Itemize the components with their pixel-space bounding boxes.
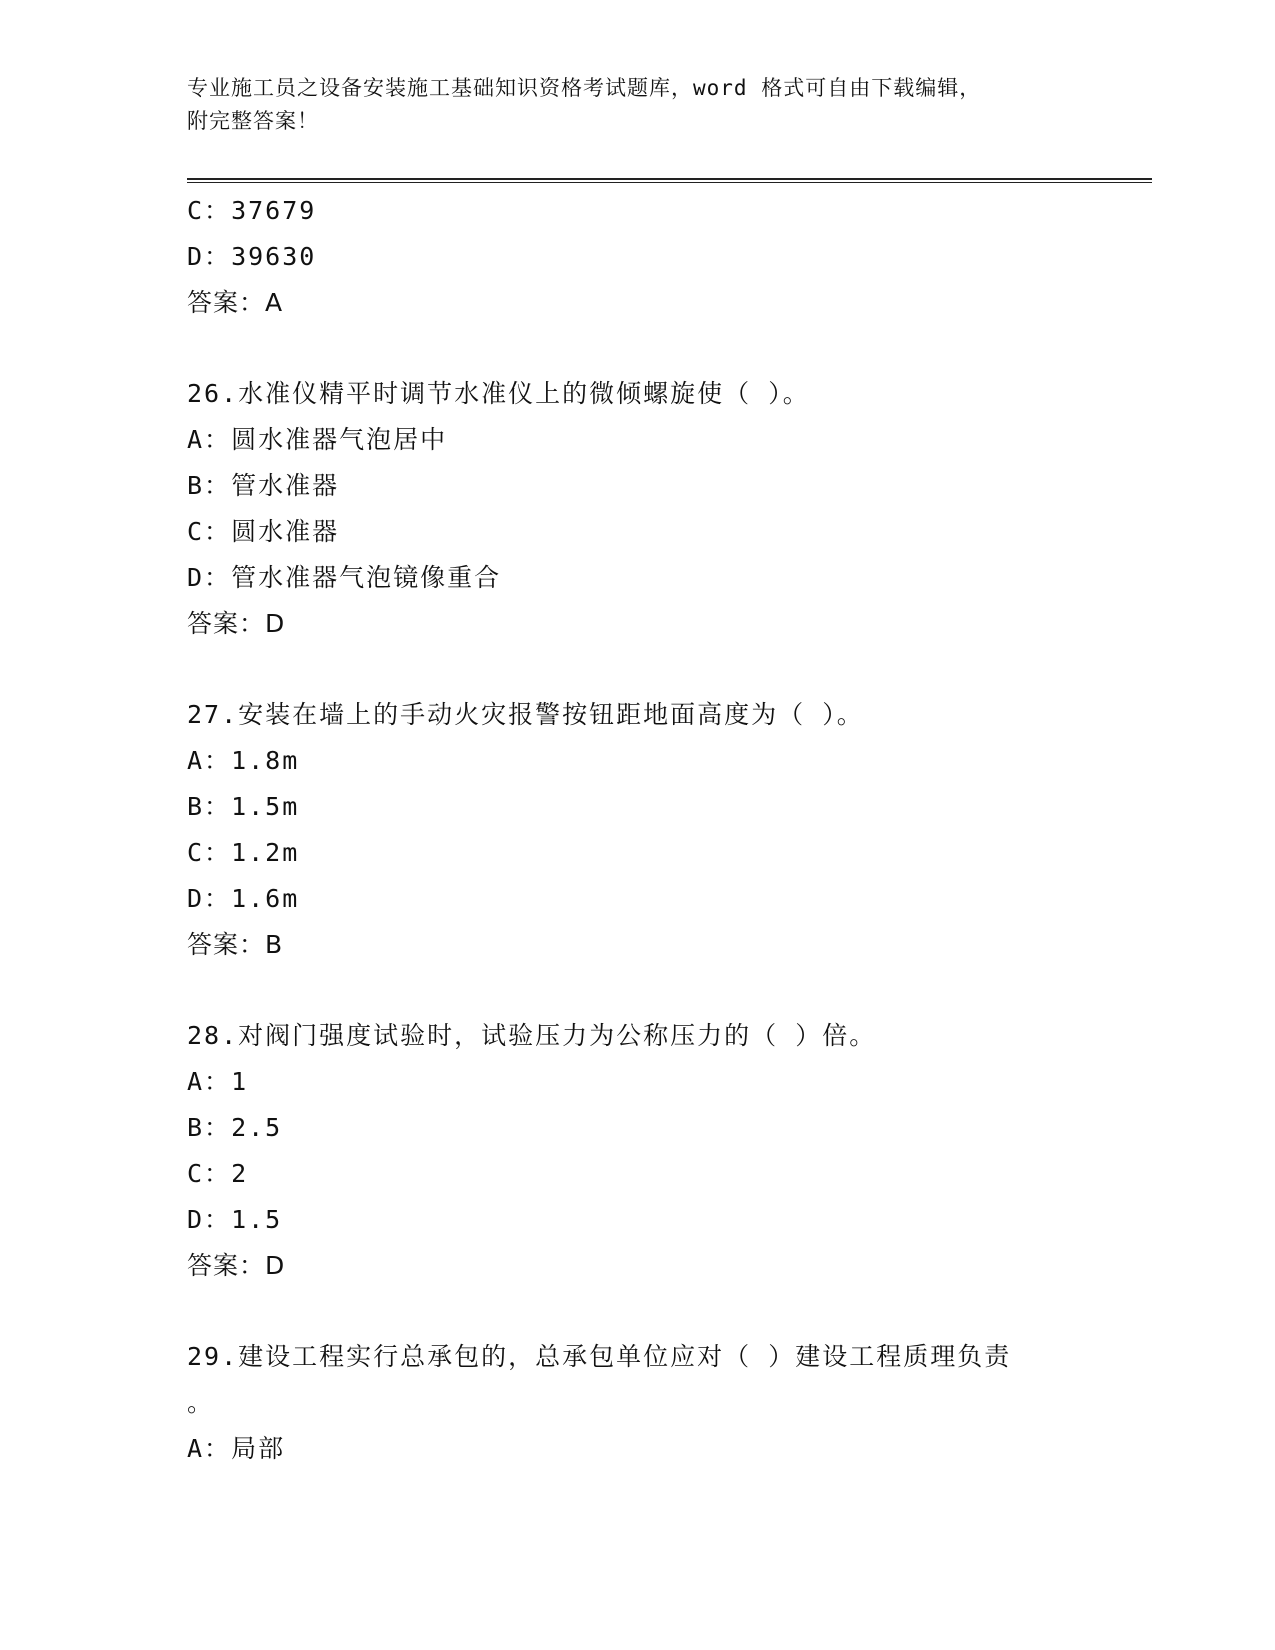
option-d: D：1.5 <box>187 1205 283 1234</box>
question-list <box>187 188 1147 1472</box>
answer-line: 答案：A <box>187 288 284 317</box>
header-title-line1: 专业施工员之设备安装施工基础知识资格考试题库，word 格式可自由下载编辑， <box>187 76 982 100</box>
option-d: D：管水准器气泡镜像重合 <box>187 563 502 592</box>
prev-question-tail <box>187 188 1147 326</box>
option-c: C：2 <box>187 1159 249 1188</box>
question-stem-line1: 29.建设工程实行总承包的，总承包单位应对（ ）建设工程质理负责 <box>187 1342 1012 1371</box>
answer-line: 答案：D <box>187 609 286 638</box>
option-c: C：1.2m <box>187 838 300 867</box>
question-stem: 26.水准仪精平时调节水准仪上的微倾螺旋使（ ）。 <box>187 379 810 408</box>
question-stem-line2: 。 <box>187 1388 215 1417</box>
question-27 <box>187 692 1147 968</box>
page-header <box>187 72 1087 138</box>
option-a: A：1.8m <box>187 746 300 775</box>
question-26 <box>187 371 1147 647</box>
question-stem: 28.对阀门强度试验时，试验压力为公称压力的（ ）倍。 <box>187 1021 877 1050</box>
question-28 <box>187 1013 1147 1289</box>
option-b: B：管水准器 <box>187 471 340 500</box>
option-a: A：局部 <box>187 1434 286 1463</box>
answer-line: 答案：D <box>187 1251 286 1280</box>
option-c: C：圆水准器 <box>187 517 340 546</box>
header-title-line2: 附完整答案！ <box>187 109 319 133</box>
option-c: C：37679 <box>187 196 317 225</box>
option-d: D：1.6m <box>187 884 300 913</box>
question-29 <box>187 1334 1147 1472</box>
option-b: B：2.5 <box>187 1113 283 1142</box>
option-a: A：圆水准器气泡居中 <box>187 425 448 454</box>
question-stem: 27.安装在墙上的手动火灾报警按钮距地面高度为（ ）。 <box>187 700 864 729</box>
option-b: B：1.5m <box>187 792 300 821</box>
option-d: D：39630 <box>187 242 317 271</box>
option-a: A：1 <box>187 1067 249 1096</box>
header-divider <box>187 178 1152 183</box>
answer-line: 答案：B <box>187 930 284 959</box>
